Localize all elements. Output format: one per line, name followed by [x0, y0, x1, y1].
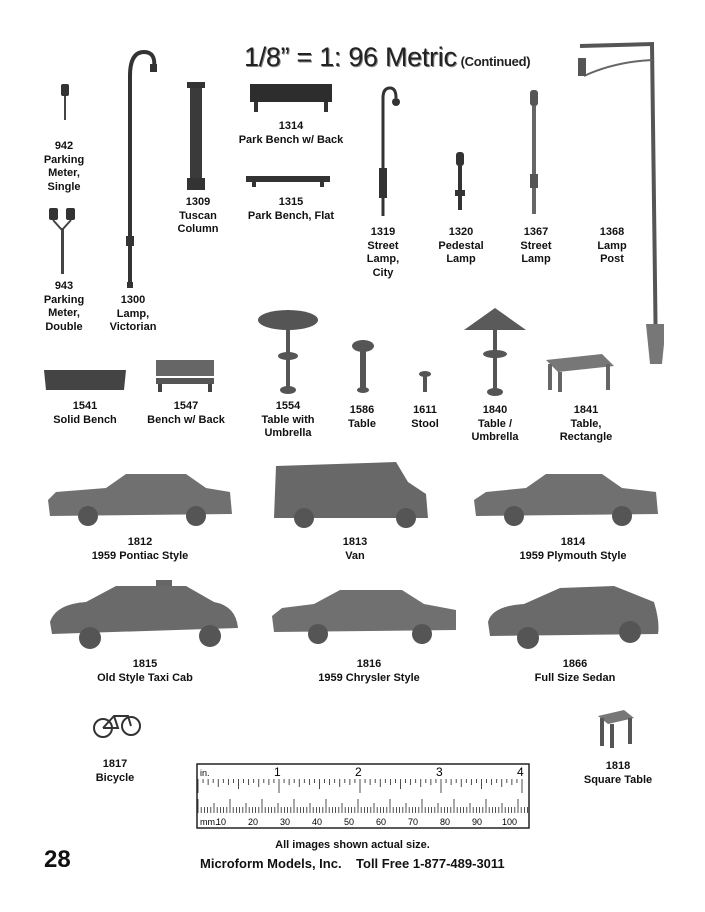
bench-back-image [154, 358, 216, 392]
square-table-image [594, 708, 636, 750]
product-1315-label: 1315 Park Bench, Flat [247, 196, 335, 222]
table-rectangle-image [544, 352, 616, 394]
product-942-label: 942 Parking Meter, Single [43, 140, 85, 193]
product-1841-label: 1841 Table, Rectangle [559, 404, 613, 443]
product-1815-label: 1815 Old Style Taxi Cab [97, 658, 193, 684]
ruler-mm-unit: mm. [200, 817, 218, 827]
title-text: 1/8” = 1: 96 Metric [244, 42, 457, 72]
product-1818-label: 1818 Square Table [583, 760, 653, 786]
page-number: 28 [44, 846, 71, 873]
table-image [350, 338, 376, 394]
title-subtitle: (Continued) [460, 54, 531, 69]
pedestal-lamp-image [452, 152, 468, 214]
product-1816-label: 1816 1959 Chrysler Style [318, 658, 420, 684]
table-umbrella-image [256, 306, 320, 394]
parking-meter-single-image [58, 82, 72, 122]
product-1866-label: 1866 Full Size Sedan [534, 658, 616, 684]
van-image [270, 458, 432, 530]
product-1367-label: 1367 Street Lamp [520, 226, 552, 265]
lamp-post-image [574, 40, 664, 366]
product-1320-label: 1320 Pedestal Lamp [438, 226, 484, 265]
product-1541-label: 1541 Solid Bench [53, 400, 117, 426]
product-1586-label: 1586 Table [348, 404, 376, 430]
product-1813-label: 1813 Van [342, 536, 368, 562]
product-943-label: 943 Parking Meter, Double [43, 280, 85, 333]
product-1319-label: 1319 Street Lamp, City [366, 226, 400, 279]
ruler-inch-label: 3 [436, 765, 443, 779]
street-lamp-city-image [374, 84, 404, 220]
company-line [200, 856, 505, 871]
ruler-mm-label: 10 [216, 817, 227, 827]
table-umbrella-large-image [462, 306, 528, 396]
victorian-lamp-image [118, 46, 160, 290]
ruler-inch-label: 2 [355, 765, 362, 779]
park-bench-flat-image [244, 174, 332, 188]
product-1611-label: 1611 Stool [411, 404, 439, 430]
product-1812-label: 1812 1959 Pontiac Style [91, 536, 189, 562]
tuscan-column-image [185, 82, 207, 192]
product-1840-label: 1840 Table / Umbrella [471, 404, 519, 443]
taxi-cab-image [46, 578, 242, 652]
ruler-inch-unit: in. [200, 768, 210, 778]
product-1554-label: 1554 Table with Umbrella [261, 400, 315, 439]
ruler-mm-label: 100 [502, 817, 518, 827]
measurement-ruler [196, 763, 530, 829]
page-title [244, 42, 530, 73]
ruler-inch-label: 4 [517, 765, 524, 779]
company-name: Microform Models, Inc. [200, 856, 342, 871]
ruler-mm-label: 50 [344, 817, 355, 827]
ruler-inch-label: 1 [274, 765, 281, 779]
phone-number: Toll Free 1-877-489-3011 [356, 856, 505, 871]
ruler-mm-label: 20 [248, 817, 259, 827]
ruler-mm-label: 60 [376, 817, 387, 827]
chrysler-car-image [270, 586, 458, 648]
product-1368-label: 1368 Lamp Post [597, 226, 627, 265]
product-1814-label: 1814 1959 Plymouth Style [519, 536, 627, 562]
stool-image [418, 370, 432, 394]
ruler-mm-label: 70 [408, 817, 419, 827]
park-bench-back-image [248, 82, 334, 114]
ruler-mm-label: 30 [280, 817, 291, 827]
parking-meter-double-image [46, 206, 80, 276]
ruler-mm-label: 90 [472, 817, 483, 827]
product-1309-label: 1309 Tuscan Column [177, 196, 219, 235]
sedan-car-image [484, 582, 662, 652]
solid-bench-image [42, 368, 128, 392]
product-1817-label: 1817 Bicycle [95, 758, 135, 784]
pontiac-car-image [46, 470, 234, 530]
ruler-mm-label: 80 [440, 817, 451, 827]
street-lamp-image [527, 90, 541, 216]
product-1300-label: 1300 Lamp, Victorian [109, 294, 157, 333]
bicycle-image [92, 706, 142, 740]
plymouth-car-image [472, 470, 660, 530]
actual-size-note: All images shown actual size. [275, 839, 430, 851]
product-1547-label: 1547 Bench w/ Back [147, 400, 225, 426]
ruler-mm-label: 40 [312, 817, 323, 827]
product-1314-label: 1314 Park Bench w/ Back [238, 120, 344, 146]
